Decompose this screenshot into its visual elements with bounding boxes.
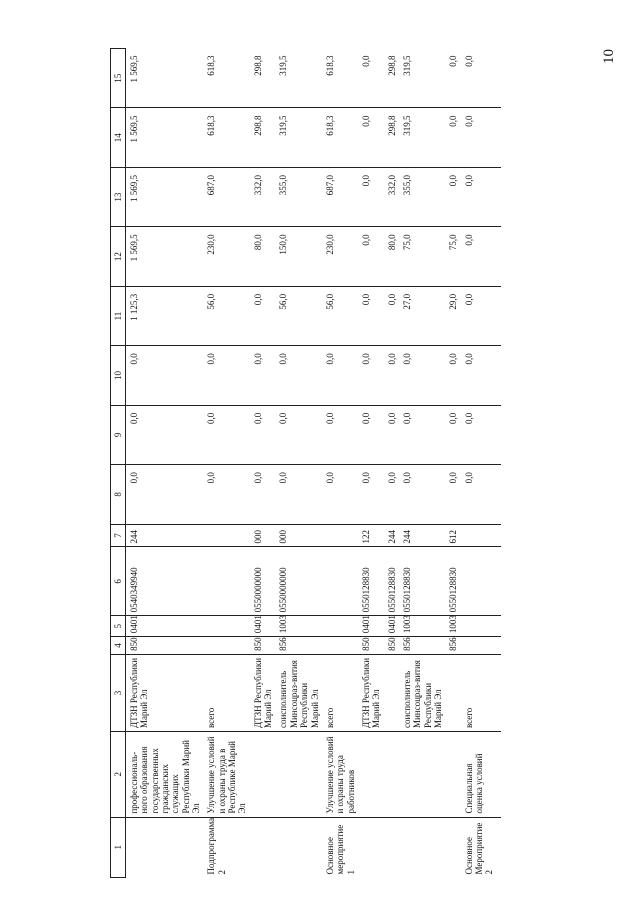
table-cell: Специальная оценка условий xyxy=(461,732,501,818)
header-row xyxy=(111,49,126,878)
table-cell: Основное Мероприятие 2 xyxy=(463,822,495,875)
table-cell: 0401 xyxy=(384,616,399,637)
table-cell: 332,0 xyxy=(250,167,276,226)
table-cell: Улучшение условий и охраны труда работников xyxy=(322,732,358,818)
table-cell: 0,0 xyxy=(445,465,460,524)
table-cell: 850 xyxy=(250,637,276,655)
table-cell: 0,0 xyxy=(461,346,501,405)
table-cell: 0,0 xyxy=(275,405,321,464)
table-cell xyxy=(461,547,501,616)
table-cell: 0,0 xyxy=(322,346,358,405)
table-cell: 0,0 xyxy=(461,49,501,109)
table-cell: 0,0 xyxy=(358,108,384,167)
table-cell xyxy=(384,654,399,731)
table-cell: 0,0 xyxy=(203,465,249,524)
table-cell: 0,0 xyxy=(445,167,460,226)
table-cell: ДТЗН Республики Марий Эл xyxy=(126,654,204,731)
table-cell xyxy=(322,547,358,616)
table-cell xyxy=(461,524,501,547)
table-cell: 0,0 xyxy=(358,167,384,226)
table-cell: 150,0 xyxy=(275,227,321,286)
table-cell: 1003 xyxy=(445,616,460,637)
table-cell: 298,8 xyxy=(250,108,276,167)
table-cell: 856 xyxy=(445,637,460,655)
table-cell: 1 125,3 xyxy=(126,286,204,345)
table-cell: всего xyxy=(203,654,249,731)
column-header: 15 xyxy=(111,49,126,109)
table-cell xyxy=(461,637,501,655)
table-body xyxy=(126,49,501,878)
table-cell: 298,8 xyxy=(384,108,399,167)
table-cell: 0,0 xyxy=(250,346,276,405)
table-row xyxy=(399,49,445,878)
table-cell: 0,0 xyxy=(126,465,204,524)
table-cell: 000 xyxy=(250,524,276,547)
table-cell: 0550128830 xyxy=(399,547,445,616)
table-cell xyxy=(384,817,399,877)
table-cell: Основное мероприятие 1 xyxy=(324,824,356,875)
table-cell: 75,0 xyxy=(445,227,460,286)
table-cell: всего xyxy=(461,654,501,731)
table-cell: 0,0 xyxy=(461,167,501,226)
table-cell: 856 xyxy=(275,637,321,655)
table-cell: 319,5 xyxy=(399,49,445,109)
table-cell: 618,3 xyxy=(203,49,249,109)
table-cell: 0401 xyxy=(250,616,276,637)
table-cell: 0540349940 xyxy=(126,547,204,616)
table-cell: 0,0 xyxy=(203,346,249,405)
table-cell: 0,0 xyxy=(250,405,276,464)
table-row xyxy=(445,49,460,878)
table-cell: 856 xyxy=(399,637,445,655)
column-header: 13 xyxy=(111,167,126,226)
table-row xyxy=(250,49,276,878)
table-cell: 244 xyxy=(399,524,445,547)
table-cell: 0,0 xyxy=(445,346,460,405)
table-cell: 0,0 xyxy=(445,405,460,464)
table-cell: 618,3 xyxy=(322,108,358,167)
table-cell: 0,0 xyxy=(384,346,399,405)
table-cell xyxy=(461,616,501,637)
table-cell: 230,0 xyxy=(322,227,358,286)
table-cell: 319,5 xyxy=(275,108,321,167)
table-cell: 0,0 xyxy=(461,108,501,167)
table-cell: 687,0 xyxy=(322,167,358,226)
table-cell: 332,0 xyxy=(384,167,399,226)
table-cell: 0,0 xyxy=(358,346,384,405)
table-cell: 0,0 xyxy=(399,465,445,524)
table-cell: ДТЗН Республики Марий Эл xyxy=(358,654,384,731)
table-cell: 0550000000 xyxy=(275,547,321,616)
table-cell xyxy=(445,732,460,818)
table-cell: Улучшение условий и охраны труда в Республике Марий Эл xyxy=(203,732,249,818)
column-header: 10 xyxy=(111,346,126,405)
table-cell: 1 569,5 xyxy=(126,108,204,167)
table-cell: 355,0 xyxy=(399,167,445,226)
table-cell: 1 569,5 xyxy=(126,167,204,226)
table-cell xyxy=(250,732,276,818)
table-cell xyxy=(445,817,460,877)
column-header: 11 xyxy=(111,286,126,345)
table-cell: 298,8 xyxy=(384,49,399,109)
table-cell xyxy=(358,732,384,818)
table-cell: 0550128830 xyxy=(358,547,384,616)
table-cell xyxy=(322,616,358,637)
table-cell: профессиональ-ного образования государственных гражданских служащих Республики Марий Эл xyxy=(126,732,204,818)
table-cell: 0,0 xyxy=(250,465,276,524)
column-header: 8 xyxy=(111,465,126,524)
column-header: 12 xyxy=(111,227,126,286)
table-cell: 319,5 xyxy=(399,108,445,167)
table-cell: 0,0 xyxy=(399,346,445,405)
table-cell: 0,0 xyxy=(399,405,445,464)
column-header: 9 xyxy=(111,405,126,464)
table-cell: 27,0 xyxy=(399,286,445,345)
table-cell xyxy=(203,547,249,616)
column-header: 5 xyxy=(111,616,126,637)
table-row xyxy=(322,49,358,878)
table-cell: ДТЗН Республики Марий Эл xyxy=(250,654,276,731)
table-cell: 29,0 xyxy=(445,286,460,345)
table-row xyxy=(358,49,384,878)
table-cell: 298,8 xyxy=(250,49,276,109)
table-cell: соисполнитель Минсоцраз-вития Республики Марий Эл xyxy=(399,654,445,731)
table-cell: 244 xyxy=(126,524,204,547)
table-cell: 0,0 xyxy=(461,227,501,286)
table-cell: 0,0 xyxy=(445,49,460,109)
table-cell xyxy=(250,817,276,877)
table-cell: 244 xyxy=(384,524,399,547)
table-cell xyxy=(322,637,358,655)
budget-table xyxy=(110,48,501,878)
table-cell: 56,0 xyxy=(322,286,358,345)
table-cell xyxy=(126,817,204,877)
table-cell xyxy=(203,524,249,547)
table-cell: 0,0 xyxy=(384,286,399,345)
table-cell xyxy=(358,817,384,877)
rotated-table-container xyxy=(110,48,615,878)
table-cell: 0,0 xyxy=(461,405,501,464)
table-cell: 0,0 xyxy=(275,346,321,405)
table-cell: 230,0 xyxy=(203,227,249,286)
table-cell: 0550128830 xyxy=(445,547,460,616)
table-cell xyxy=(322,524,358,547)
table-cell: Подпрограмма 2 xyxy=(206,817,227,875)
table-row xyxy=(275,49,321,878)
table-cell xyxy=(384,732,399,818)
table-cell: 0,0 xyxy=(126,405,204,464)
table-cell xyxy=(445,654,460,731)
table-cell: 1003 xyxy=(275,616,321,637)
table-row xyxy=(203,49,249,878)
column-header: 3 xyxy=(111,654,126,731)
table-cell xyxy=(399,732,445,818)
table-cell xyxy=(275,732,321,818)
table-cell: 56,0 xyxy=(275,286,321,345)
page-number: 10 xyxy=(601,49,617,64)
table-cell: 75,0 xyxy=(399,227,445,286)
table-cell: 0,0 xyxy=(358,405,384,464)
table-row xyxy=(384,49,399,878)
table-cell: 612 xyxy=(445,524,460,547)
table-cell: 0,0 xyxy=(384,465,399,524)
table-cell: 319,5 xyxy=(275,49,321,109)
table-cell: 0,0 xyxy=(384,405,399,464)
table-cell: 0,0 xyxy=(445,108,460,167)
table-cell: 850 xyxy=(358,637,384,655)
table-cell xyxy=(203,616,249,637)
table-cell: 1003 xyxy=(399,616,445,637)
column-header: 14 xyxy=(111,108,126,167)
table-cell: 000 xyxy=(275,524,321,547)
table-cell: 1 569,5 xyxy=(126,49,204,109)
table-cell: 0,0 xyxy=(250,286,276,345)
table-cell: 0,0 xyxy=(322,405,358,464)
table-cell: 0,0 xyxy=(461,286,501,345)
table-cell: 0,0 xyxy=(203,405,249,464)
table-cell: 122 xyxy=(358,524,384,547)
table-cell xyxy=(203,637,249,655)
table-cell: 80,0 xyxy=(250,227,276,286)
table-row xyxy=(461,49,501,878)
table-cell: 355,0 xyxy=(275,167,321,226)
table-cell: 1 569,5 xyxy=(126,227,204,286)
table-cell: 0,0 xyxy=(358,227,384,286)
table-cell: 0,0 xyxy=(126,346,204,405)
column-header: 7 xyxy=(111,524,126,547)
table-cell: 618,3 xyxy=(322,49,358,109)
table-cell: 0550128830 xyxy=(384,547,399,616)
table-cell: 0550000000 xyxy=(250,547,276,616)
table-cell: 618,3 xyxy=(203,108,249,167)
table-row xyxy=(126,49,204,878)
table-cell: 687,0 xyxy=(203,167,249,226)
table-cell: 0,0 xyxy=(461,465,501,524)
table-cell: 80,0 xyxy=(384,227,399,286)
table-cell: всего xyxy=(322,654,358,731)
table-cell: 0,0 xyxy=(358,286,384,345)
table-cell: 56,0 xyxy=(203,286,249,345)
table-cell: 0401 xyxy=(358,616,384,637)
table-cell: 0,0 xyxy=(322,465,358,524)
table-cell: 850 xyxy=(126,637,204,655)
table-cell xyxy=(275,817,321,877)
column-header: 1 xyxy=(111,817,126,877)
table-cell: 0,0 xyxy=(358,465,384,524)
table-cell: соисполнитель Минсоцраз-вития Республики Марий Эл xyxy=(275,654,321,731)
column-header: 6 xyxy=(111,547,126,616)
table-cell: 850 xyxy=(384,637,399,655)
column-header: 2 xyxy=(111,732,126,818)
table-cell: 0,0 xyxy=(358,49,384,109)
column-header: 4 xyxy=(111,637,126,655)
table-cell xyxy=(399,817,445,877)
table-cell: 0401 xyxy=(126,616,204,637)
table-cell: 0,0 xyxy=(275,465,321,524)
